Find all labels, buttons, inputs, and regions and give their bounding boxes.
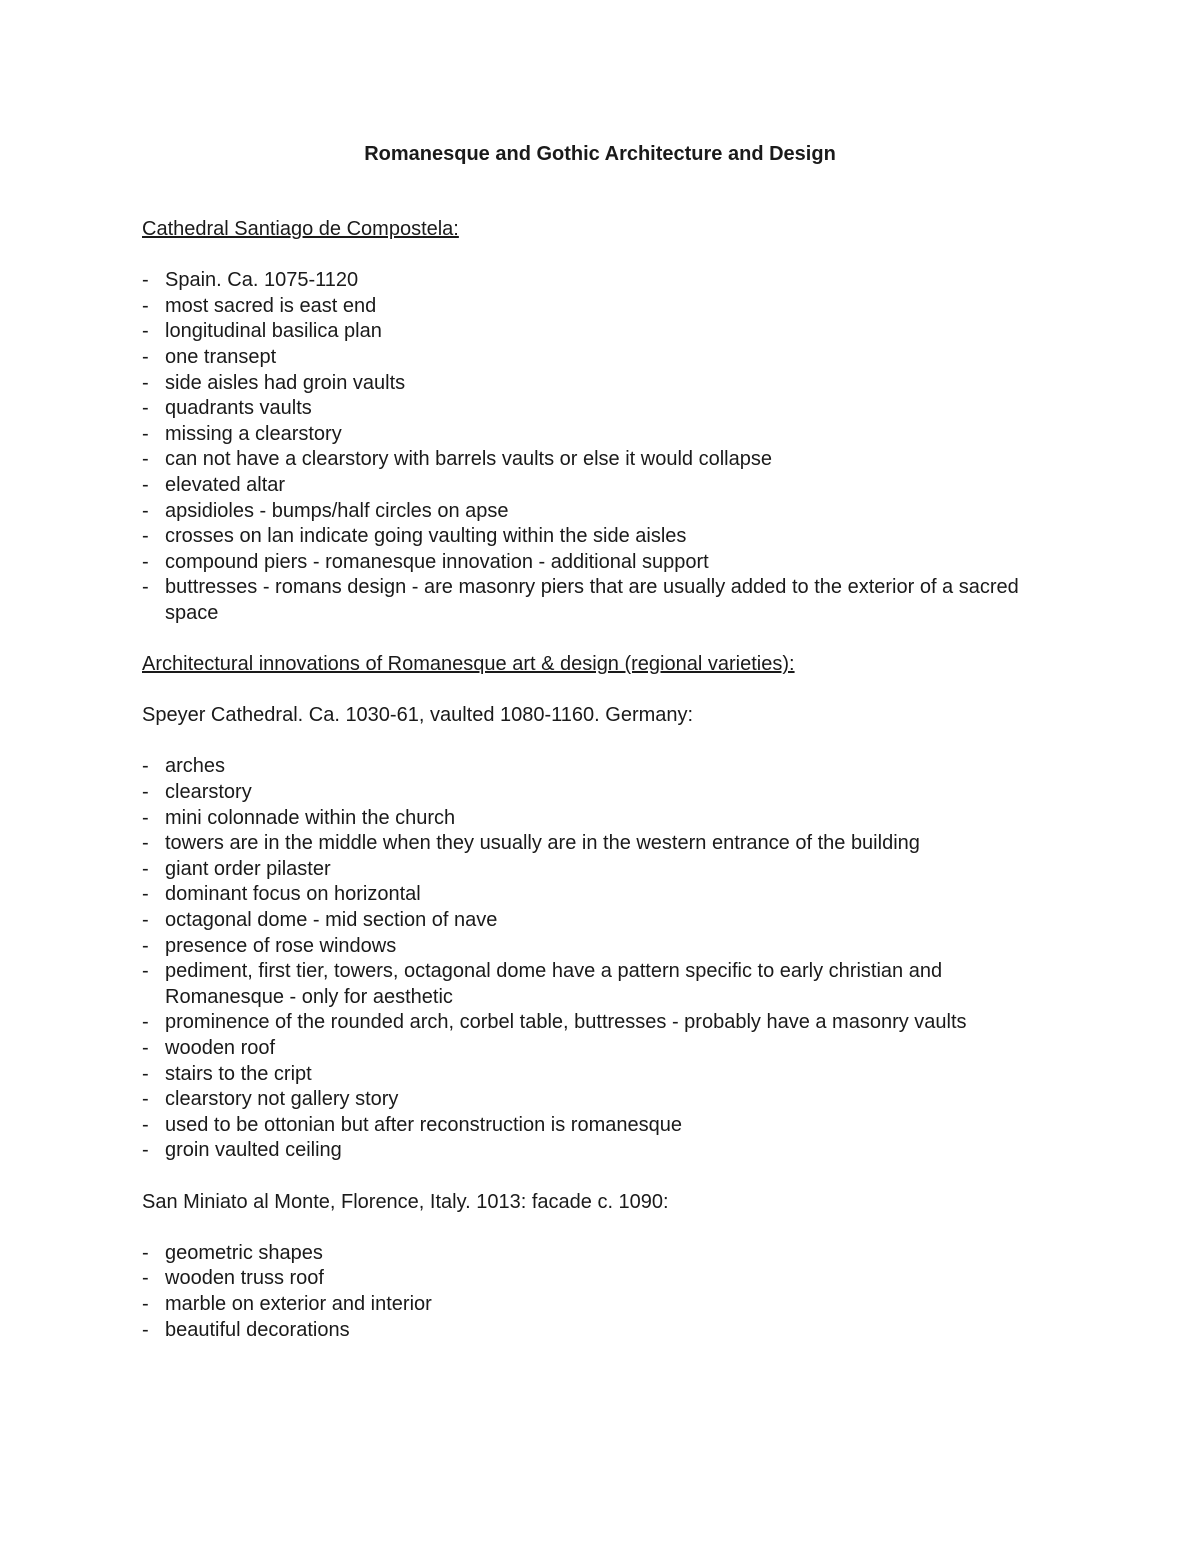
list-item-text: groin vaulted ceiling [165, 1139, 342, 1162]
list-item-text: wooden truss roof [165, 1267, 324, 1290]
list-item-text: crosses on lan indicate going vaulting within the side aisles [165, 525, 687, 548]
bullet-dash-icon: - [142, 909, 149, 932]
bullet-dash-icon: - [142, 1267, 149, 1290]
bullet-dash-icon: - [142, 755, 149, 778]
bullet-dash-icon: - [142, 550, 149, 573]
list-item [142, 371, 1062, 397]
list-item-text: apsidioles - bumps/half circles on apse [165, 499, 509, 522]
list-item-text: most sacred is east end [165, 294, 377, 317]
list-item [142, 882, 1062, 908]
list-item-text: stairs to the cript [165, 1062, 312, 1085]
bullet-dash-icon: - [142, 576, 149, 599]
list-item [142, 1113, 1062, 1139]
bullet-dash-icon: - [142, 781, 149, 804]
bullet-dash-icon: - [142, 320, 149, 343]
list-item-text: longitudinal basilica plan [165, 320, 382, 343]
list-item [142, 294, 1062, 320]
bullet-dash-icon: - [142, 294, 149, 317]
bullet-list [142, 1241, 1062, 1343]
list-item-text: missing a clearstory [165, 422, 342, 445]
list-item-text: compound piers - romanesque innovation - additional support [165, 550, 709, 573]
bullet-dash-icon: - [142, 1088, 149, 1111]
bullet-dash-icon: - [142, 397, 149, 420]
bullet-dash-icon: - [142, 934, 149, 957]
bullet-dash-icon: - [142, 1062, 149, 1085]
list-item-text: mini colonnade within the church [165, 806, 456, 829]
bullet-dash-icon: - [142, 525, 149, 548]
bullet-dash-icon: - [142, 1011, 149, 1034]
document-body [142, 217, 1062, 1369]
list-item-text: Spain. Ca. 1075-1120 [165, 269, 359, 292]
bullet-dash-icon: - [142, 832, 149, 855]
bullet-dash-icon: - [142, 857, 149, 880]
list-item [142, 1087, 1062, 1113]
list-item-text: arches [165, 755, 226, 778]
list-item-text: towers are in the middle when they usually are in the western entrance of the building [165, 832, 920, 855]
bullet-dash-icon: - [142, 1037, 149, 1059]
bullet-dash-icon: - [142, 1292, 149, 1315]
list-item [142, 1292, 1062, 1318]
list-item [142, 1062, 1062, 1088]
list-item-text: used to be ottonian but after reconstruction is romanesque [165, 1113, 682, 1136]
list-item [142, 575, 1062, 626]
list-item [142, 268, 1062, 294]
list-item [142, 1138, 1062, 1164]
list-item-text: presence of rose windows [165, 934, 397, 957]
bullet-dash-icon: - [142, 806, 149, 829]
section-heading: Architectural innovations of Romanesque art & design (regional varieties): [142, 653, 795, 676]
list-item-text: wooden roof [165, 1037, 276, 1059]
list-item-text: clearstory not gallery story [165, 1088, 399, 1111]
section-heading: Cathedral Santiago de Compostela: [142, 218, 459, 240]
bullet-dash-icon: - [142, 1139, 149, 1162]
list-item [142, 806, 1062, 832]
list-item [142, 473, 1062, 499]
bullet-dash-icon: - [142, 960, 149, 983]
list-item [142, 934, 1062, 960]
list-item [142, 754, 1062, 780]
list-item [142, 1036, 1062, 1062]
list-item [142, 1318, 1062, 1344]
list-item [142, 396, 1062, 422]
bullet-dash-icon: - [142, 499, 149, 522]
list-item-text: octagonal dome - mid section of nave [165, 909, 498, 932]
bullet-dash-icon: - [142, 1113, 149, 1136]
list-item-text: pediment, first tier, towers, octagonal dome have a pattern specific to early christian and Romanesque - only for aesthetic [165, 960, 943, 1008]
bullet-list [142, 754, 1062, 1164]
list-item [142, 1266, 1062, 1292]
list-item [142, 1241, 1062, 1267]
section-heading: San Miniato al Monte, Florence, Italy. 1013: facade c. 1090: [142, 1190, 669, 1213]
list-item-text: geometric shapes [165, 1241, 323, 1264]
list-item-text: beautiful decorations [165, 1318, 350, 1341]
list-item-text: clearstory [165, 781, 252, 804]
bullet-dash-icon: - [142, 1318, 149, 1341]
document-title: Romanesque and Gothic Architecture and Design [364, 143, 836, 165]
bullet-dash-icon: - [142, 371, 149, 394]
list-item-text: buttresses - romans design - are masonry piers that are usually added to the exterior of a sacred space [165, 576, 1019, 624]
list-item-text: prominence of the rounded arch, corbel table, buttresses - probably have a masonry vaults [165, 1011, 967, 1034]
list-item [142, 499, 1062, 525]
list-item [142, 780, 1062, 806]
list-item [142, 524, 1062, 550]
list-item [142, 831, 1062, 857]
bullet-dash-icon: - [142, 269, 149, 292]
list-item [142, 447, 1062, 473]
bullet-dash-icon: - [142, 448, 149, 471]
bullet-dash-icon: - [142, 345, 149, 368]
section-heading: Speyer Cathedral. Ca. 1030-61, vaulted 1080-1160. Germany: [142, 704, 694, 727]
bullet-dash-icon: - [142, 1241, 149, 1264]
list-item [142, 1010, 1062, 1036]
list-item-text: quadrants vaults [165, 397, 312, 420]
bullet-dash-icon: - [142, 422, 149, 445]
bullet-dash-icon: - [142, 473, 149, 496]
list-item-text: elevated altar [165, 473, 286, 496]
list-item [142, 857, 1062, 883]
list-item [142, 908, 1062, 934]
bullet-dash-icon: - [142, 883, 149, 906]
list-item-text: dominant focus on horizontal [165, 883, 421, 906]
list-item-text: side aisles had groin vaults [165, 371, 406, 394]
list-item-text: marble on exterior and interior [165, 1292, 432, 1315]
list-item [142, 550, 1062, 576]
list-item [142, 422, 1062, 448]
list-item [142, 319, 1062, 345]
list-item-text: one transept [165, 345, 277, 368]
list-item [142, 345, 1062, 371]
list-item [142, 959, 1062, 1010]
list-item-text: giant order pilaster [165, 857, 331, 880]
bullet-list [142, 268, 1062, 626]
list-item-text: can not have a clearstory with barrels vaults or else it would collapse [165, 448, 772, 471]
